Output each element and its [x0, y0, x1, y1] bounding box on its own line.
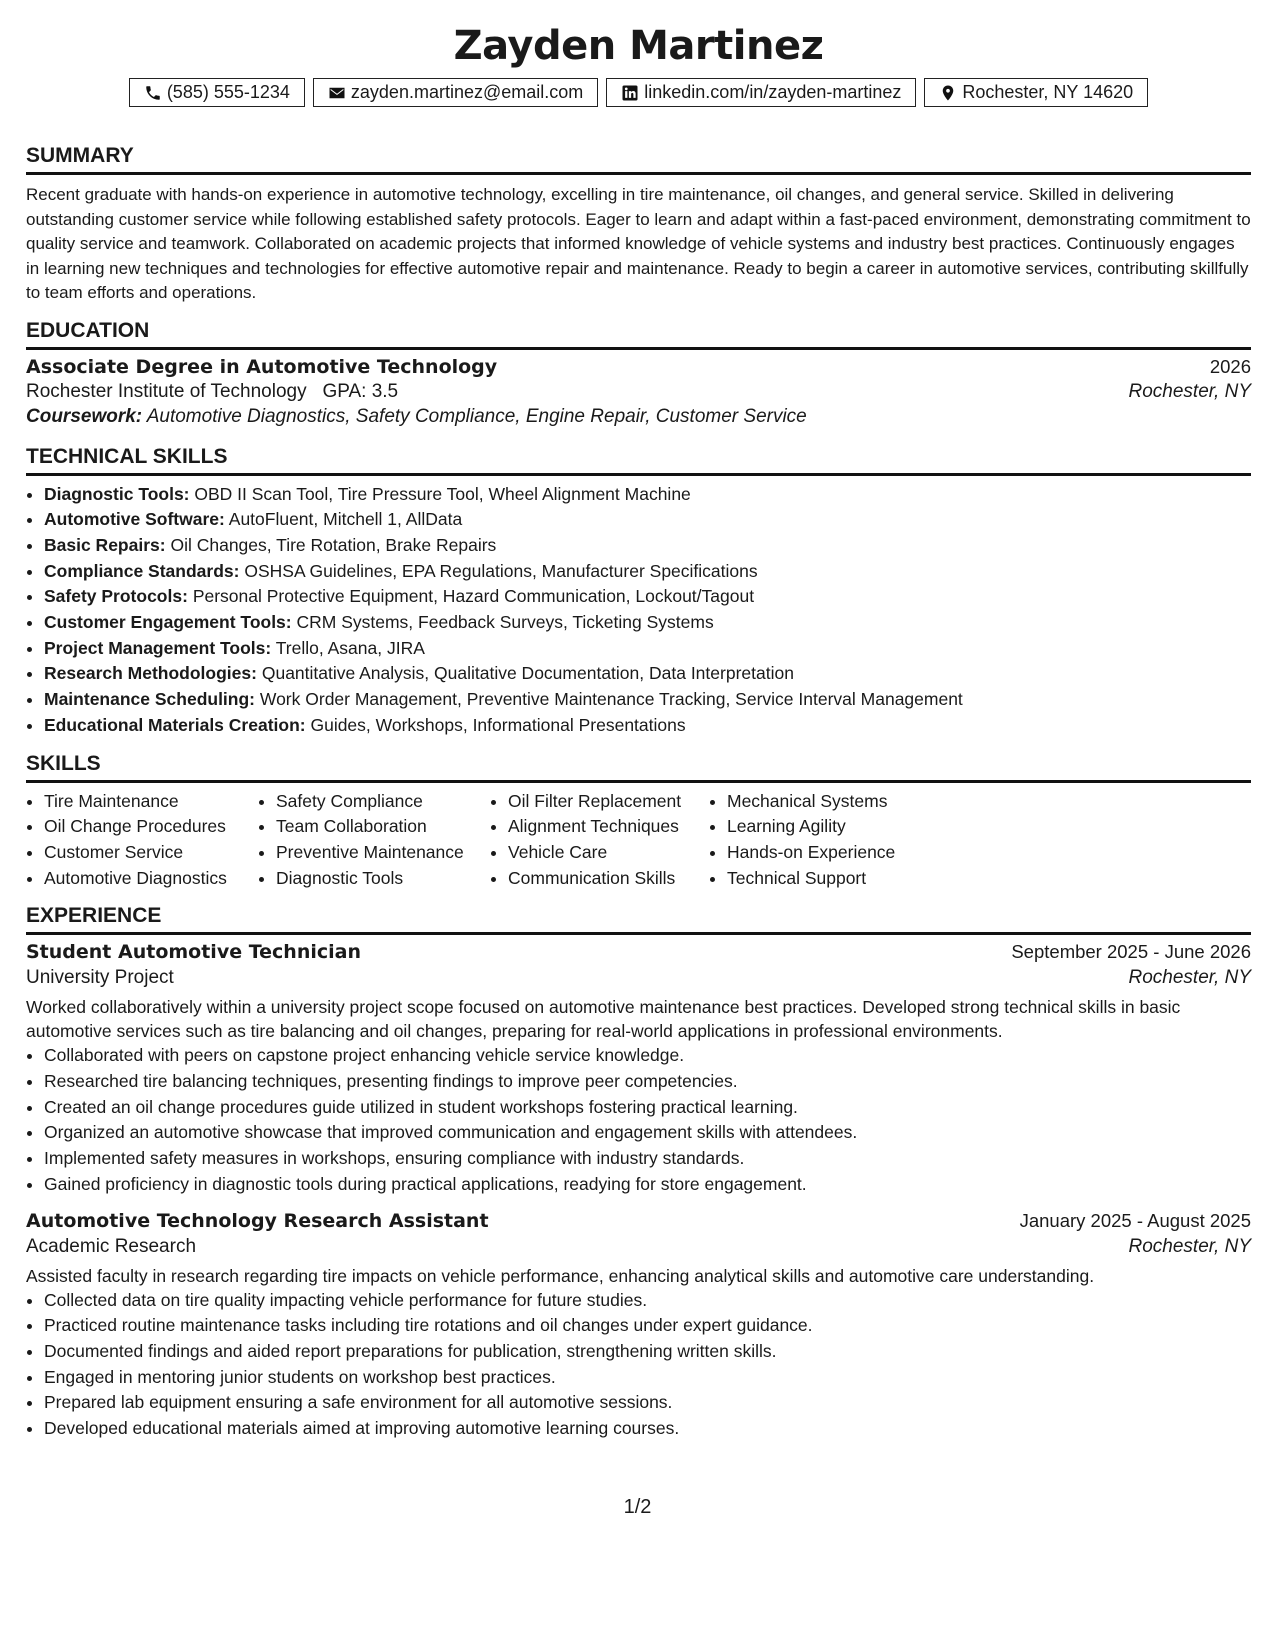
- technical-skills-list: [26, 482, 1251, 739]
- job-dates: January 2025 - August 2025: [1019, 1209, 1251, 1231]
- skill-item: • Automotive Diagnostics: [44, 866, 258, 892]
- technical-skill-value: AutoFluent, Mitchell 1, AllData: [228, 509, 463, 530]
- technical-skill-value: Quantitative Analysis, Qualitative Documentation, Data Interpretation: [261, 663, 794, 684]
- technical-skill-item: [44, 687, 1251, 713]
- map-pin-icon: [939, 84, 957, 102]
- technical-skill-label: Maintenance Scheduling:: [44, 689, 255, 710]
- skill-item: • Oil Change Procedures: [44, 814, 258, 840]
- technical-skill-value: OSHSA Guidelines, EPA Regulations, Manufacturer Specifications: [244, 560, 758, 581]
- phone-chip[interactable]: [129, 78, 305, 107]
- job-bullet: • Prepared lab equipment ensuring a safe environment for all automotive sessions.: [44, 1390, 1251, 1416]
- job-organization: Academic Research: [26, 1235, 197, 1257]
- technical-skill-item: [44, 533, 1251, 559]
- job-location: Rochester, NY: [1128, 1235, 1251, 1257]
- skills-column: [490, 789, 709, 892]
- job-bullets: [26, 1043, 1251, 1197]
- technical-skill-label: Project Management Tools:: [44, 637, 272, 658]
- technical-skills-heading: TECHNICAL SKILLS: [26, 444, 1251, 476]
- skill-item: • Diagnostic Tools: [276, 866, 490, 892]
- coursework-label: Coursework:: [26, 405, 143, 427]
- job-bullet: • Gained proficiency in diagnostic tools during practical applications, readying for store engagement.: [44, 1172, 1251, 1198]
- summary-heading: SUMMARY: [26, 143, 1251, 175]
- job-bullet: • Engaged in mentoring junior students on workshop best practices.: [44, 1365, 1251, 1391]
- gpa: GPA: 3.5: [322, 380, 399, 402]
- linkedin-chip[interactable]: [606, 78, 916, 107]
- skill-item: • Safety Compliance: [276, 789, 490, 815]
- job-bullet: • Created an oil change procedures guide utilized in student workshops fostering practical learning.: [44, 1095, 1251, 1121]
- skill-item: • Customer Service: [44, 840, 258, 866]
- technical-skill-item: [44, 636, 1251, 662]
- technical-skill-value: CRM Systems, Feedback Surveys, Ticketing Systems: [296, 612, 714, 633]
- skills-heading: SKILLS: [26, 751, 1251, 783]
- skills-column: [709, 789, 929, 892]
- job-bullet: • Developed educational materials aimed at improving automotive learning courses.: [44, 1416, 1251, 1442]
- job-bullet: • Practiced routine maintenance tasks including tire rotations and oil changes under expert guidance.: [44, 1313, 1251, 1339]
- job-bullet: • Researched tire balancing techniques, presenting findings to improve peer competencies.: [44, 1069, 1251, 1095]
- job-title: Automotive Technology Research Assistant: [26, 1209, 489, 1232]
- skills-grid: [26, 789, 1251, 892]
- phone-icon: [144, 84, 162, 102]
- experience-entry: [26, 941, 1251, 1197]
- technical-skill-label: Safety Protocols:: [44, 586, 188, 607]
- skill-item: • Tire Maintenance: [44, 789, 258, 815]
- job-title: Student Automotive Technician: [26, 941, 361, 964]
- skills-column: [26, 789, 258, 892]
- job-bullet: • Collected data on tire quality impacting vehicle performance for future studies.: [44, 1288, 1251, 1314]
- job-bullet: • Organized an automotive showcase that improved communication and engagement skills with attendees.: [44, 1120, 1251, 1146]
- technical-skill-label: Research Methodologies:: [44, 663, 257, 684]
- technical-skill-label: Basic Repairs:: [44, 534, 166, 555]
- technical-skill-value: Guides, Workshops, Informational Presentations: [310, 714, 686, 735]
- job-org-row: [26, 967, 1251, 989]
- job-location: Rochester, NY: [1128, 967, 1251, 989]
- technical-skill-value: Trello, Asana, JIRA: [275, 637, 425, 658]
- coursework: [26, 406, 1251, 428]
- coursework-list: Automotive Diagnostics, Safety Compliance, Engine Repair, Customer Service: [146, 405, 807, 427]
- job-bullet: • Documented findings and aided report preparations for publication, strengthening written skills.: [44, 1339, 1251, 1365]
- graduation-year: 2026: [1209, 355, 1251, 377]
- resume-page: [26, 0, 1251, 1442]
- skills-column: [258, 789, 490, 892]
- skill-item: • Alignment Techniques: [508, 814, 709, 840]
- job-bullet: • Collaborated with peers on capstone project enhancing vehicle service knowledge.: [44, 1043, 1251, 1069]
- job-dates: September 2025 - June 2026: [1011, 941, 1251, 963]
- technical-skill-label: Educational Materials Creation:: [44, 714, 306, 735]
- skill-item: • Mechanical Systems: [727, 789, 929, 815]
- education-entry: [26, 356, 1251, 428]
- technical-skill-value: Work Order Management, Preventive Maintenance Tracking, Service Interval Management: [259, 689, 963, 710]
- linkedin-icon: [621, 84, 639, 102]
- experience-entry: [26, 1210, 1251, 1442]
- technical-skill-label: Customer Engagement Tools:: [44, 612, 292, 633]
- technical-skill-value: Oil Changes, Tire Rotation, Brake Repairs: [170, 534, 497, 555]
- job-bullet: • Implemented safety measures in workshops, ensuring compliance with industry standards.: [44, 1146, 1251, 1172]
- technical-skill-item: [44, 559, 1251, 585]
- skill-item: • Learning Agility: [727, 814, 929, 840]
- degree-title: Associate Degree in Automotive Technology: [26, 355, 498, 378]
- skill-item: • Oil Filter Replacement: [508, 789, 709, 815]
- technical-skill-item: [44, 584, 1251, 610]
- skill-item: • Technical Support: [727, 866, 929, 892]
- skill-item: • Preventive Maintenance: [276, 840, 490, 866]
- candidate-name: Zayden Martinez: [453, 23, 824, 69]
- school-line: [26, 381, 398, 403]
- technical-skill-value: OBD II Scan Tool, Tire Pressure Tool, Wheel Alignment Machine: [194, 483, 691, 504]
- job-description: Worked collaboratively within a university project scope focused on automotive maintenance best practices. Developed strong technical skills in basic automotive services such as tire balancing and oil changes, preparing for real-world applications in professional environments.: [26, 997, 1181, 1042]
- email-text: zayden.martinez@email.com: [350, 82, 584, 102]
- technical-skill-label: Diagnostic Tools:: [44, 483, 190, 504]
- technical-skill-item: [44, 661, 1251, 687]
- page-number: 1/2: [623, 1496, 652, 1518]
- job-header-row: [26, 1210, 1251, 1232]
- envelope-icon: [328, 84, 346, 102]
- skill-item: • Communication Skills: [508, 866, 709, 892]
- experience-list: [26, 941, 1251, 1441]
- job-header-row: [26, 941, 1251, 963]
- phone-text: (585) 555-1234: [166, 82, 290, 102]
- contact-bar: [26, 78, 1251, 107]
- technical-skill-item: [44, 507, 1251, 533]
- experience-heading: EXPERIENCE: [26, 903, 1251, 935]
- technical-skill-item: [44, 713, 1251, 739]
- job-bullets: [26, 1288, 1251, 1442]
- location-chip[interactable]: [924, 78, 1148, 107]
- technical-skill-value: Personal Protective Equipment, Hazard Communication, Lockout/Tagout: [192, 586, 755, 607]
- school-location: Rochester, NY: [1128, 380, 1251, 402]
- education-heading: EDUCATION: [26, 318, 1251, 350]
- linkedin-text: linkedin.com/in/zayden-martinez: [644, 82, 902, 102]
- job-org-row: [26, 1236, 1251, 1258]
- summary-text: Recent graduate with hands-on experience in automotive technology, excelling in tire maintenance, oil changes, and general service. Skilled in delivering outstanding customer service while following established safety protocols. Eager to learn and adapt within a fast-paced environment, demonstrating commitment to quality service and teamwork. Collaborated on academic projects that informed knowledge of vehicle systems and industry best practices. Continuously engages in learning new techniques and technologies for effective automotive repair and maintenance. Ready to begin a career in automotive services, contributing skillfully to team efforts and operations.: [26, 185, 1251, 302]
- school-name: Rochester Institute of Technology: [26, 380, 307, 402]
- skill-item: • Hands-on Experience: [727, 840, 929, 866]
- email-chip[interactable]: [313, 78, 598, 107]
- location-text: Rochester, NY 14620: [962, 82, 1134, 102]
- technical-skill-item: [44, 610, 1251, 636]
- job-description: Assisted faculty in research regarding tire impacts on vehicle performance, enhancing analytical skills and automotive care understanding.: [26, 1265, 1095, 1286]
- skill-item: • Team Collaboration: [276, 814, 490, 840]
- technical-skill-label: Compliance Standards:: [44, 560, 240, 581]
- technical-skill-item: [44, 482, 1251, 508]
- job-organization: University Project: [26, 967, 174, 989]
- skill-item: • Vehicle Care: [508, 840, 709, 866]
- technical-skill-label: Automotive Software:: [44, 509, 225, 530]
